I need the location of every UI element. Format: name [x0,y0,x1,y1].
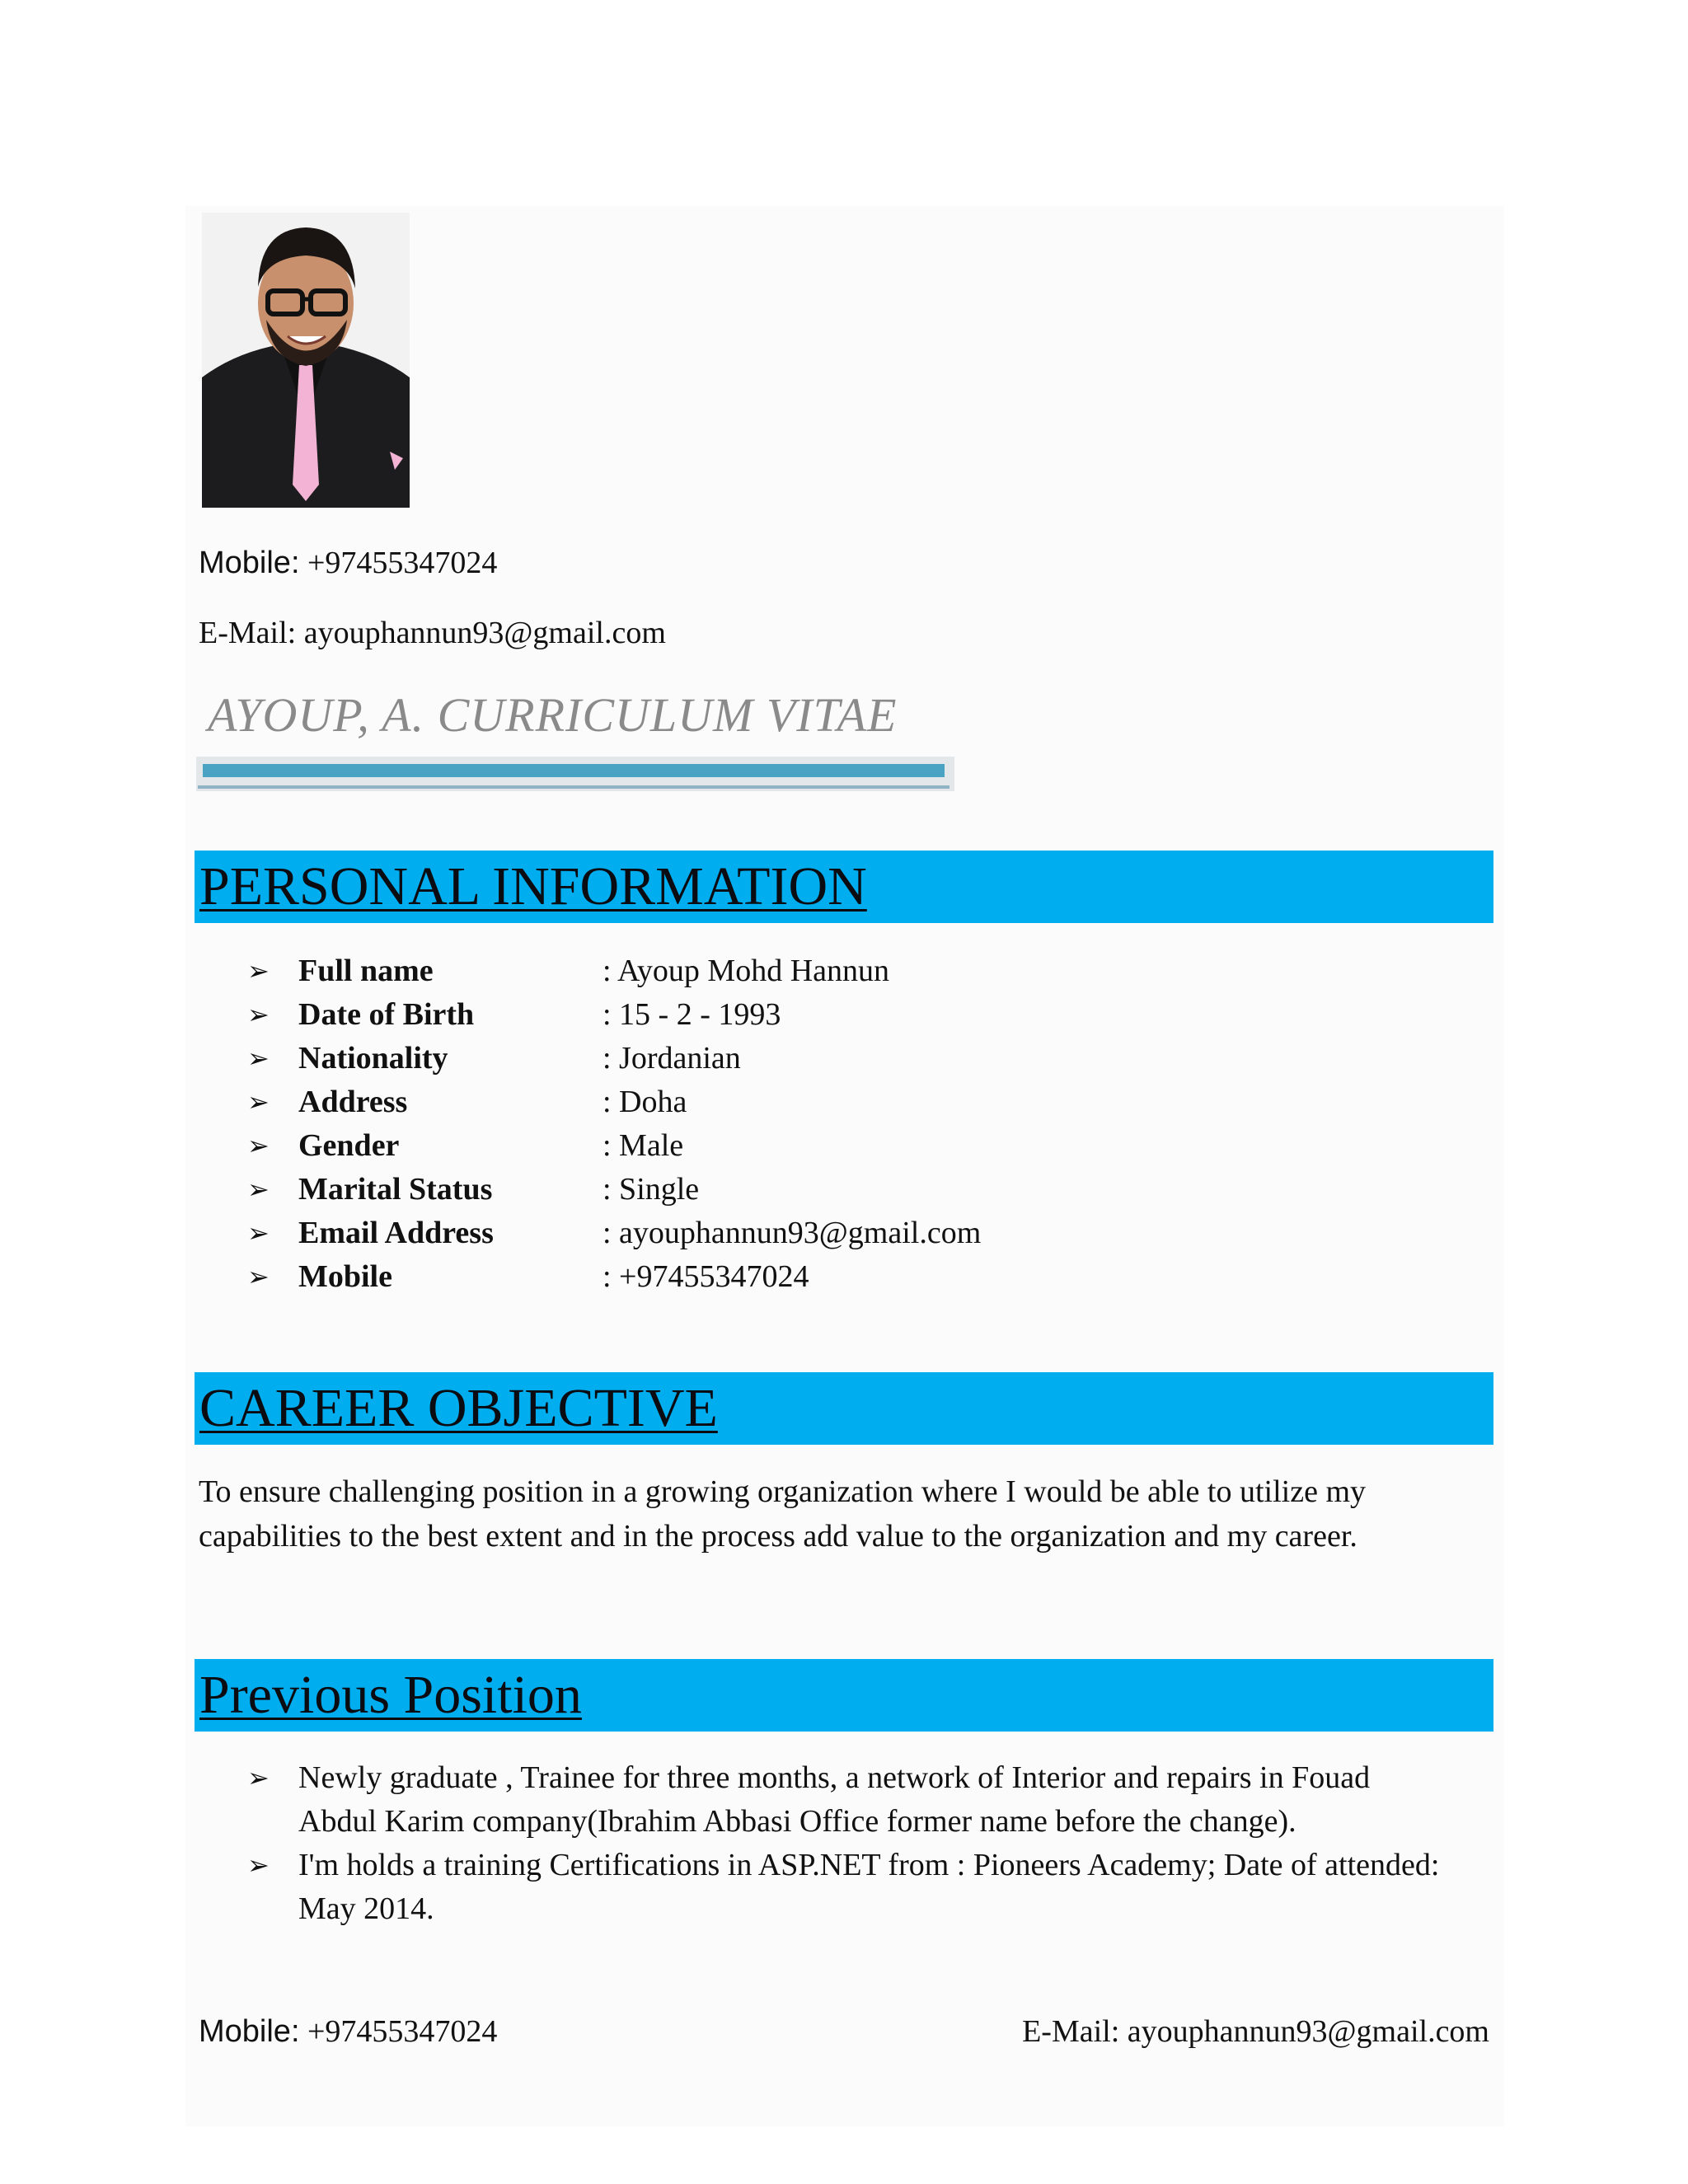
list-item [247,1080,1236,1124]
title-underline-bar [196,757,954,791]
list-item [247,1212,1236,1255]
arrow-bullet-icon: ➢ [247,999,270,1030]
contact-email [199,614,666,652]
profile-photo [202,213,410,508]
info-label: Nationality [298,1041,448,1076]
section-title: PERSONAL INFORMATION [199,856,867,916]
info-value: : Doha [603,1085,687,1119]
person-portrait-icon [202,213,410,508]
info-label: Address [298,1085,408,1119]
footer-mobile-value: +97455347024 [307,2014,498,2049]
section-header-personal-information [195,851,1493,923]
list-item [247,1168,1236,1212]
position-text: Newly graduate , Trainee for three months, a network of Interior and repairs in Fouad Abdul Karim company(Ibrahim Abbasi Office former name before the change). [298,1760,1371,1839]
arrow-bullet-icon: ➢ [247,1130,270,1161]
arrow-bullet-icon: ➢ [247,1217,270,1249]
footer-mobile [199,2013,497,2050]
list-item [247,1037,1236,1080]
footer-mobile-label: Mobile: [199,2014,300,2049]
arrow-bullet-icon: ➢ [247,1762,270,1793]
list-item [247,993,1236,1037]
list-item [247,949,1236,993]
info-label: Email Address [298,1216,494,1250]
footer-email-value[interactable]: ayouphannun93@gmail.com [1127,2014,1489,2049]
list-item [247,1124,1236,1168]
info-label: Full name [298,954,434,988]
career-objective-text: To ensure challenging position in a growing organization where I would be able to utilize my capabilities to the best extent and in the process add value to the organization and my career. [199,1474,1367,1554]
info-value: : 15 - 2 - 1993 [603,997,781,1032]
info-value[interactable]: : ayouphannun93@gmail.com [603,1216,982,1250]
list-item [247,1255,1236,1299]
section-title: Previous Position [199,1665,582,1725]
cv-title: AYOUP, A. CURRICULUM VITAE [208,688,898,742]
info-value: : Ayoup Mohd Hannun [603,954,890,988]
list-item [247,1756,1451,1844]
previous-position-list [247,1756,1451,1931]
section-title: CAREER OBJECTIVE [199,1378,718,1438]
footer-email-label: E-Mail: [1022,2014,1120,2049]
footer-email [1022,2013,1489,2050]
arrow-bullet-icon: ➢ [247,1043,270,1074]
arrow-bullet-icon: ➢ [247,1261,270,1292]
arrow-bullet-icon: ➢ [247,1174,270,1205]
position-text: I'm holds a training Certifications in ASP.NET from : Pioneers Academy; Date of attended: May 2014. [298,1848,1440,1926]
section-header-career-objective [195,1372,1493,1445]
info-value: : Jordanian [603,1041,741,1076]
arrow-bullet-icon: ➢ [247,1849,270,1881]
mobile-value: +97455347024 [307,546,498,580]
email-value[interactable]: ayouphannun93@gmail.com [303,616,666,650]
arrow-bullet-icon: ➢ [247,955,270,987]
info-value: : Male [603,1128,684,1163]
info-label: Date of Birth [298,997,475,1032]
arrow-bullet-icon: ➢ [247,1086,270,1118]
personal-info-list [247,949,1236,1299]
info-value: : Single [603,1172,700,1207]
section-header-previous-position [195,1659,1493,1732]
list-item [247,1844,1451,1931]
contact-mobile [199,544,497,582]
info-label: Marital Status [298,1172,493,1207]
email-label: E-Mail: [199,616,297,650]
info-label: Mobile [298,1259,392,1294]
info-value: : +97455347024 [603,1259,809,1294]
mobile-label: Mobile: [199,546,300,580]
info-label: Gender [298,1128,400,1163]
